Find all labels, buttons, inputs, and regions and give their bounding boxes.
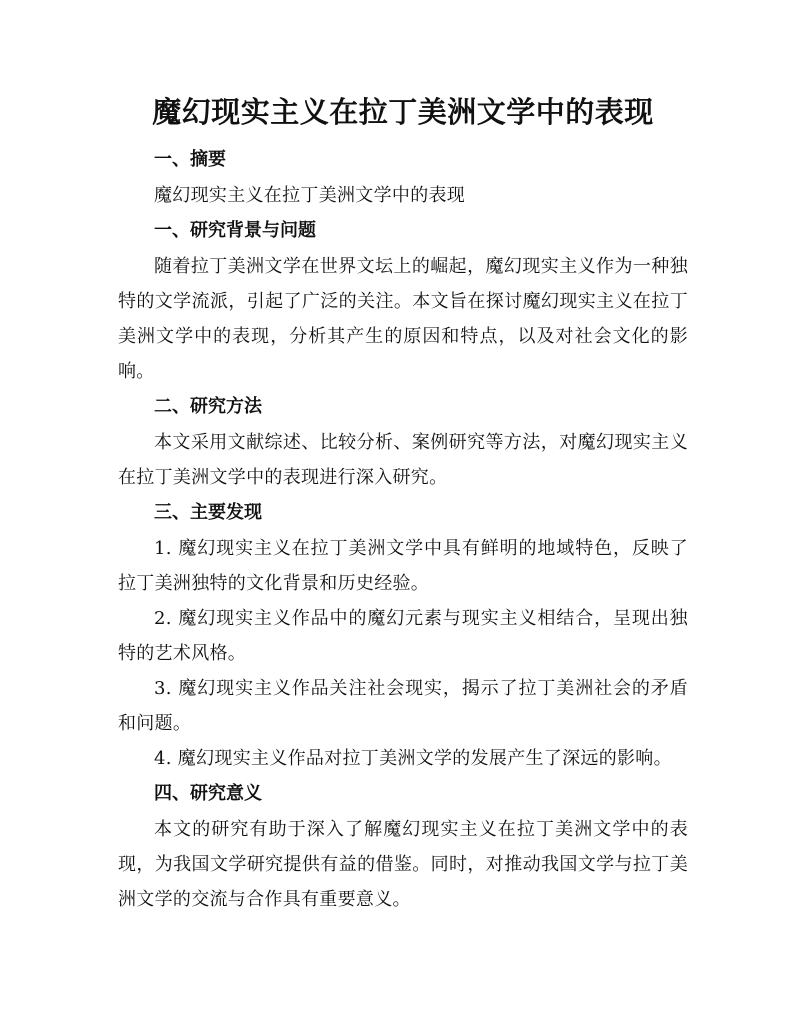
section-heading: 二、研究方法 — [154, 396, 262, 417]
finding-item: 3. 魔幻现实主义作品关注社会现实，揭示了拉丁美洲社会的矛盾和问题。 — [118, 678, 688, 734]
finding-item: 1. 魔幻现实主义在拉丁美洲文学中具有鲜明的地域特色，反映了拉丁美洲独特的文化背景和历史经验。 — [118, 538, 688, 594]
section-findings — [118, 495, 688, 776]
section-heading: 四、研究意义 — [154, 783, 262, 804]
finding-item: 4. 魔幻现实主义作品对拉丁美洲文学的发展产生了深远的影响。 — [154, 748, 672, 769]
section-paragraph: 随着拉丁美洲文学在世界文坛上的崛起，魔幻现实主义作为一种独特的文学流派，引起了广泛的关注。本文旨在探讨魔幻现实主义在拉丁美洲文学中的表现，分析其产生的原因和特点，以及对社会文化的影响。 — [118, 256, 688, 382]
section-heading: 一、研究背景与问题 — [154, 220, 316, 241]
section-background — [118, 213, 688, 389]
section-methods — [118, 389, 688, 495]
section-paragraph: 本文的研究有助于深入了解魔幻现实主义在拉丁美洲文学中的表现，为我国文学研究提供有益的借鉴。同时，对推动我国文学与拉丁美洲文学的交流与合作具有重要意义。 — [118, 819, 688, 910]
section-paragraph: 魔幻现实主义在拉丁美洲文学中的表现 — [154, 185, 466, 206]
section-heading: 一、摘要 — [154, 149, 226, 170]
section-abstract — [118, 142, 688, 213]
section-heading: 三、主要发现 — [154, 502, 262, 523]
section-paragraph: 本文采用文献综述、比较分析、案例研究等方法，对魔幻现实主义在拉丁美洲文学中的表现进行深入研究。 — [118, 432, 688, 488]
section-significance — [118, 776, 688, 917]
finding-item: 2. 魔幻现实主义作品中的魔幻元素与现实主义相结合，呈现出独特的艺术风格。 — [118, 608, 688, 664]
document-page — [118, 88, 688, 917]
document-title: 魔幻现实主义在拉丁美洲文学中的表现 — [152, 95, 654, 129]
